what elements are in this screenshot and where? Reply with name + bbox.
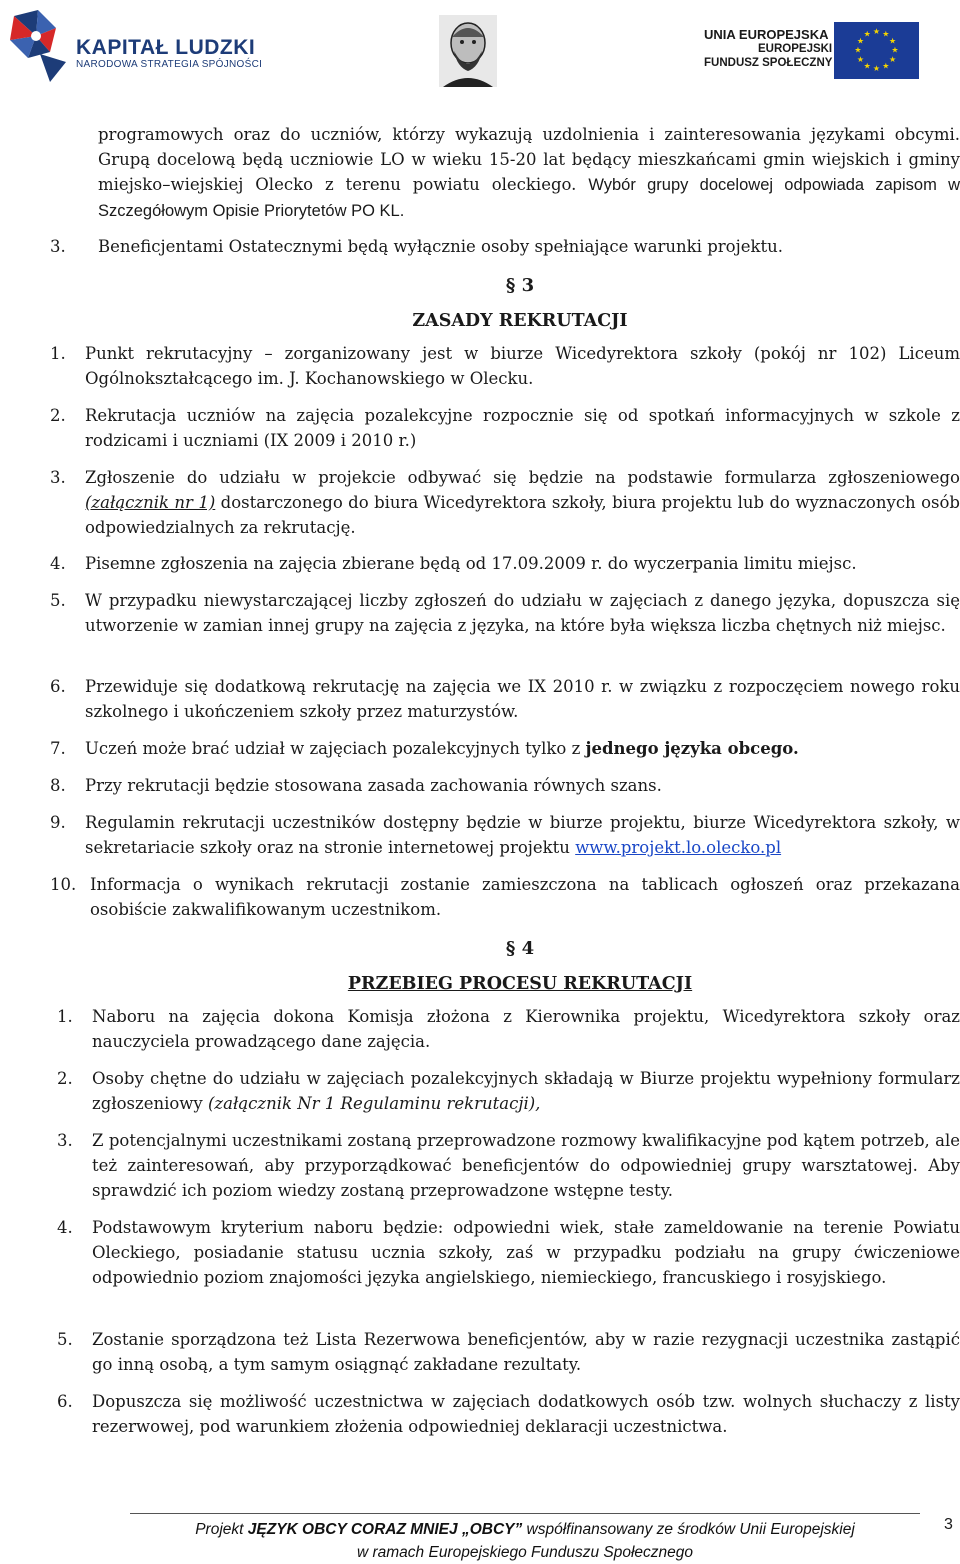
item-text-pre: Regulamin rekrutacji uczestników dostępny będzie w biurze projektu, biurze Wicedyrektora szkoły, w sekretariacie szkoły oraz na stronie internetowej projektu [85,813,960,857]
s3-item-6 [50,674,960,724]
footer-line-2: w ramach Europejskiego Funduszu Społecznego [356,1544,694,1561]
item-number: 3. [50,468,66,487]
section-4-sign: § 4 [505,938,535,959]
footer-line-1 [130,1518,920,1541]
item-text: Beneficjentami Ostatecznymi będą wyłącznie osoby spełniające warunki projektu. [98,237,783,256]
item-number: 1. [50,344,66,363]
s3-item-3 [50,465,960,540]
item-number: 2. [50,406,66,425]
intro-text: programowych oraz do uczniów, którzy wykazują uzdolnienia i zainteresowania językami obcymi. Grupą docelową będą uczniowie LO w wieku 15-20 lat będący mieszkańcami gmin wiejskich i gminy miejsko–wiejskiej Olecko z terenu powiatu oleckiego. [98,125,960,194]
item-number: 6. [57,1392,73,1411]
intro-paragraph [50,122,960,222]
svg-text:★: ★ [882,29,890,39]
item-number: 5. [57,1330,73,1349]
kl-star-icon [6,6,72,84]
project-website-link[interactable]: www.projekt.lo.olecko.pl [575,838,782,857]
item-number: 7. [50,739,66,758]
s3-item-4 [50,551,960,576]
footer-post: współfinansowany ze środków Unii Europejskiej [522,1521,855,1538]
item-text: Przewiduje się dodatkową rekrutację na zajęcia we IX 2010 r. w związku z rozpoczęciem nowego roku szkolnego i ukończeniem szkoły przez maturzystów. [85,677,960,721]
s3-item-5 [50,588,960,663]
item-text: Zostanie sporządzona też Lista Rezerwowa beneficjentów, aby w razie rezygnacji uczestnika zastąpić go inną osobą, a tym samym osiągnąć zakładane rezultaty. [92,1330,960,1374]
item-text: Punkt rekrutacyjny – zorganizowany jest w biurze Wicedyrektora szkoły (pokój nr 102) Liceum Ogólnokształcącego im. J. Kochanowskiego w Olecku. [85,344,960,388]
item-text: Podstawowym kryterium naboru będzie: odpowiedni wiek, stałe zameldowanie na terenie Powiatu Oleckiego, posiadanie statusu ucznia szkoły, zaś w przypadku podziału na grupy ćwiczeniowe odpowiednio poziom znajomości języka angielskiego, niemieckiego, francuskiego i rosyjskiego. [92,1218,960,1287]
item-text-pre: Osoby chętne do udziału w zajęciach pozalekcyjnych składają w Biurze projektu wypełniony formularz zgłoszeniowy [92,1069,960,1113]
item-text-post: dostarczonego do biura Wicedyrektora szkoły, biura projektu lub do wyznaczonych osób odpowiedzialnych za rekrutację. [85,493,960,537]
eu-text-block [704,28,832,70]
s3-item-2 [50,403,960,453]
s3-item-10 [50,872,960,922]
kochanowski-portrait-image [439,15,497,87]
intro-text-sans: Wybór grupy docelowej odpowiada zapisom w Szczegółowym Opisie Priorytetów PO KL. [98,176,960,220]
intro-item-3 [50,234,960,259]
s4-item-1 [50,1004,960,1054]
svg-text:★: ★ [854,45,862,55]
page-footer [130,1518,920,1564]
footer-pre: Projekt [195,1521,248,1538]
item-number: 8. [50,776,66,795]
item-number: 10. [50,875,77,894]
item-text-bold: jednego języka obcego. [585,739,799,758]
svg-text:★: ★ [856,36,864,46]
svg-text:★: ★ [889,36,897,46]
s4-item-6 [50,1389,960,1439]
item-number: 9. [50,813,66,832]
eu-line-3: FUNDUSZ SPOŁECZNY [704,57,833,69]
s4-item-3 [50,1128,960,1203]
kapital-ludzki-logo [6,6,296,84]
item-text: W przypadku niewystarczającej liczby zgłoszeń do udziału w zajęciach z danego języka, dopuszcza się utworzenie w zamian innej grupy na zajęcia z języka, na które była większa liczba chętnych niż miejsc. [85,591,960,635]
attachment-ref: (załącznik nr 1) [85,493,216,512]
eu-line-2: EUROPEJSKI [758,43,833,55]
item-number: 4. [50,554,66,573]
item-number: 5. [50,591,66,610]
section-4-list [50,1004,960,1439]
section-4-title: PRZEBIEG PROCESU REKRUTACJI [347,974,693,994]
s3-item-9 [50,810,960,860]
svg-text:★: ★ [891,45,899,55]
kl-title: KAPITAŁ LUDZKI [76,36,256,59]
document-body [50,122,960,1439]
svg-text:★: ★ [872,64,881,74]
footer-project-name: JĘZYK OBCY CORAZ MNIEJ „OBCY” [247,1521,523,1538]
s4-item-4 [50,1215,960,1315]
section-3-title: ZASADY REKRUTACJI [412,311,628,331]
item-number: 4. [57,1218,73,1237]
svg-text:★: ★ [882,61,890,71]
eu-line-1: UNIA EUROPEJSKA [704,27,829,42]
item-text: Rekrutacja uczniów na zajęcia pozalekcyjne rozpocznie się od spotkań informacyjnych w szkole z rodzicami i uczniami (IX 2009 i 2010 r.) [85,406,960,450]
svg-text:★: ★ [856,54,864,64]
item-number: 3. [50,237,66,256]
svg-text:★: ★ [889,54,897,64]
item-text-pre: Uczeń może brać udział w zajęciach pozalekcyjnych tylko z [85,739,586,758]
s3-item-7 [50,736,960,761]
item-text: Naboru na zajęcia dokona Komisja złożona z Kierownika projektu, Wicedyrektora szkoły oraz nauczyciela prowadzącego dane zajęcia. [92,1007,960,1051]
item-text: Informacja o wynikach rekrutacji zostanie zamieszczona na tablicach ogłoszeń oraz przekazana osobiście zakwalifikowanym uczestnikom. [90,875,960,919]
footer-divider [130,1513,920,1514]
item-number: 6. [50,677,66,696]
item-text: Z potencjalnymi uczestnikami zostaną przeprowadzone rozmowy kwalifikacyjne pod kątem potrzeb, ale też zainteresowań, aby przyporządkować beneficjentów do odpowiedniej grupy warsztatowej. Aby sprawdzić ich poziom wiedzy zostaną przeprowadzone wstępne testy. [92,1131,960,1200]
kl-subtitle: NARODOWA STRATEGIA SPÓJNOŚCI [76,59,263,70]
item-text: Dopuszcza się możliwość uczestnictwa w zajęciach dodatkowych osób tzw. wolnych słuchaczy z listy rezerwowej, pod warunkiem złożenia odpowiedniej deklaracji uczestnictwa. [92,1392,960,1436]
item-text: Przy rekrutacji będzie stosowana zasada zachowania równych szans. [85,776,662,795]
section-3-list [50,341,960,922]
section-3-sign: § 3 [505,275,535,296]
item-text: Pisemne zgłoszenia na zajęcia zbierane będą od 17.09.2009 r. do wyczerpania limitu miejsc. [85,554,857,573]
svg-text:★: ★ [863,29,871,39]
s3-item-8 [50,773,960,798]
page-number: 3 [944,1516,953,1533]
attachment-ref: (załącznik Nr 1 Regulaminu rekrutacji), [208,1094,541,1113]
svg-text:★: ★ [863,61,871,71]
page-header [0,0,960,100]
s3-item-1 [50,341,960,391]
item-text-pre: Zgłoszenie do udziału w projekcie odbywać się będzie na podstawie formularza zgłoszeniowego [85,468,960,487]
svg-text:★: ★ [872,27,881,36]
item-number: 1. [57,1007,73,1026]
item-number: 2. [57,1069,73,1088]
s4-item-5 [50,1327,960,1377]
item-number: 3. [57,1131,73,1150]
s4-item-2 [50,1066,960,1116]
eu-flag-icon [834,22,919,79]
